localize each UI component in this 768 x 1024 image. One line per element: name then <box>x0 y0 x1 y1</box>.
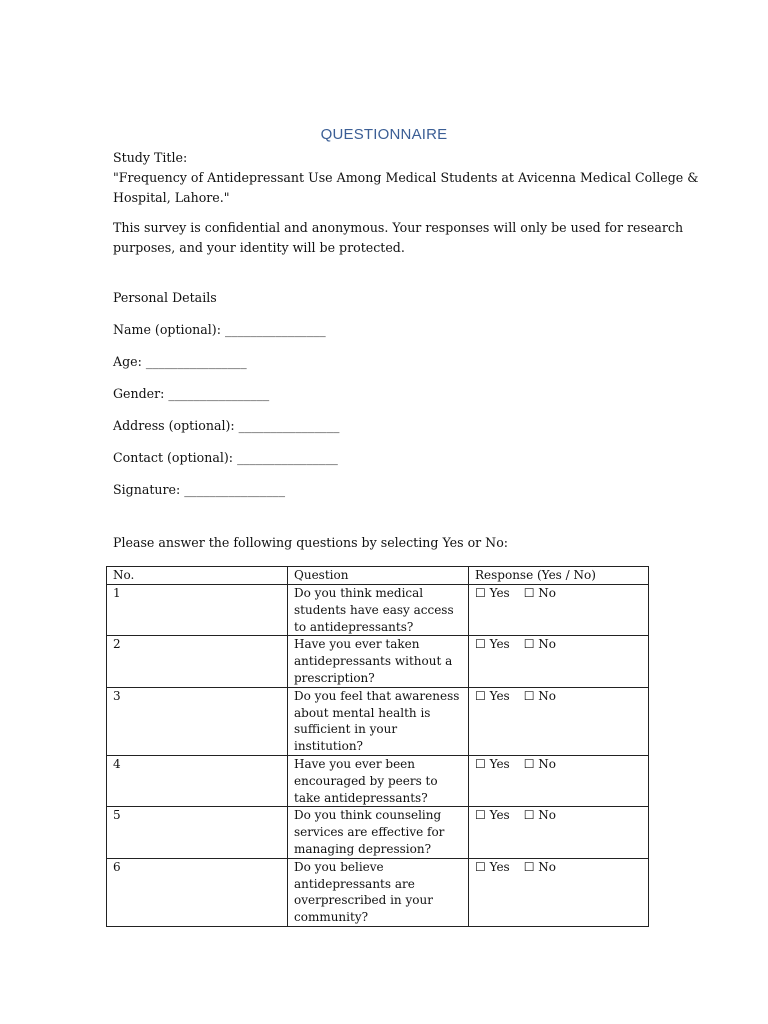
row-number: 4 <box>107 755 288 806</box>
no-checkbox[interactable]: ☐ No <box>523 637 557 652</box>
gender-field[interactable] <box>113 384 269 404</box>
age-field-blank[interactable]: ________________ <box>145 354 247 369</box>
row-number: 2 <box>107 636 288 687</box>
row-question: Do you think medical students have easy access to antidepressants? <box>288 585 469 636</box>
questionnaire-title: QUESTIONNAIRE <box>320 126 448 143</box>
row-response <box>469 755 649 806</box>
header-question: Question <box>288 567 469 585</box>
no-checkbox[interactable]: ☐ No <box>523 756 557 771</box>
table-row <box>107 858 649 926</box>
row-question: Do you feel that awareness about mental health is sufficient in your institution? <box>288 687 469 755</box>
row-number: 3 <box>107 687 288 755</box>
yes-checkbox[interactable]: ☐ Yes <box>475 586 510 600</box>
table-row <box>107 687 649 755</box>
table-row <box>107 755 649 806</box>
questions-table <box>106 566 649 927</box>
address-field-blank[interactable]: ________________ <box>238 418 340 433</box>
name-field-blank[interactable]: ________________ <box>224 322 326 337</box>
personal-details-heading: Personal Details <box>113 290 217 305</box>
header-no: No. <box>107 567 288 585</box>
instructions-text: Please answer the following questions by selecting Yes or No: <box>113 535 509 550</box>
study-title-line-2: Hospital, Lahore." <box>113 190 230 205</box>
name-field[interactable] <box>113 320 326 340</box>
age-field[interactable] <box>113 352 247 372</box>
header-response: Response (Yes / No) <box>469 567 649 585</box>
row-question: Have you ever taken antidepressants without a prescription? <box>288 636 469 687</box>
row-number: 5 <box>107 807 288 858</box>
row-question: Do you believe antidepressants are overprescribed in your community? <box>288 858 469 926</box>
address-field-label: Address (optional): <box>113 418 239 433</box>
row-question: Have you ever been encouraged by peers to take antidepressants? <box>288 755 469 806</box>
name-field-label: Name (optional): <box>113 322 225 337</box>
age-field-label: Age: <box>113 354 146 369</box>
no-checkbox[interactable]: ☐ No <box>523 808 557 823</box>
row-number: 1 <box>107 585 288 636</box>
confidential-notice-line-2: purposes, and your identity will be protected. <box>113 240 405 255</box>
signature-field-blank[interactable]: ________________ <box>184 482 285 497</box>
row-response <box>469 858 649 926</box>
table-row <box>107 636 649 687</box>
confidential-notice-line-1: This survey is confidential and anonymous. Your responses will only be used for research <box>113 220 684 235</box>
yes-checkbox[interactable]: ☐ Yes <box>475 808 510 823</box>
gender-field-blank[interactable]: ________________ <box>168 386 270 401</box>
yes-checkbox[interactable]: ☐ Yes <box>475 756 510 771</box>
table-row <box>107 585 649 636</box>
row-response <box>469 636 649 687</box>
row-response <box>469 807 649 858</box>
table-row <box>107 807 649 858</box>
study-title-label: Study Title: <box>113 150 188 165</box>
contact-field-label: Contact (optional): <box>113 450 238 465</box>
study-title-line-1: "Frequency of Antidepressant Use Among Medical Students at Avicenna Medical College & <box>113 170 699 185</box>
contact-field-blank[interactable]: ________________ <box>237 450 338 465</box>
contact-field[interactable] <box>113 448 338 468</box>
no-checkbox[interactable]: ☐ No <box>523 859 557 874</box>
table-header-row <box>107 567 649 585</box>
signature-field[interactable] <box>113 480 285 500</box>
yes-checkbox[interactable]: ☐ Yes <box>475 688 510 703</box>
row-number: 6 <box>107 858 288 926</box>
yes-checkbox[interactable]: ☐ Yes <box>475 637 510 652</box>
row-question: Do you think counseling services are effective for managing depression? <box>288 807 469 858</box>
yes-checkbox[interactable]: ☐ Yes <box>475 859 510 874</box>
row-response <box>469 687 649 755</box>
no-checkbox[interactable]: ☐ No <box>523 586 557 600</box>
signature-field-label: Signature: <box>113 482 185 497</box>
address-field[interactable] <box>113 416 339 436</box>
gender-field-label: Gender: <box>113 386 169 401</box>
no-checkbox[interactable]: ☐ No <box>523 688 557 703</box>
row-response <box>469 585 649 636</box>
